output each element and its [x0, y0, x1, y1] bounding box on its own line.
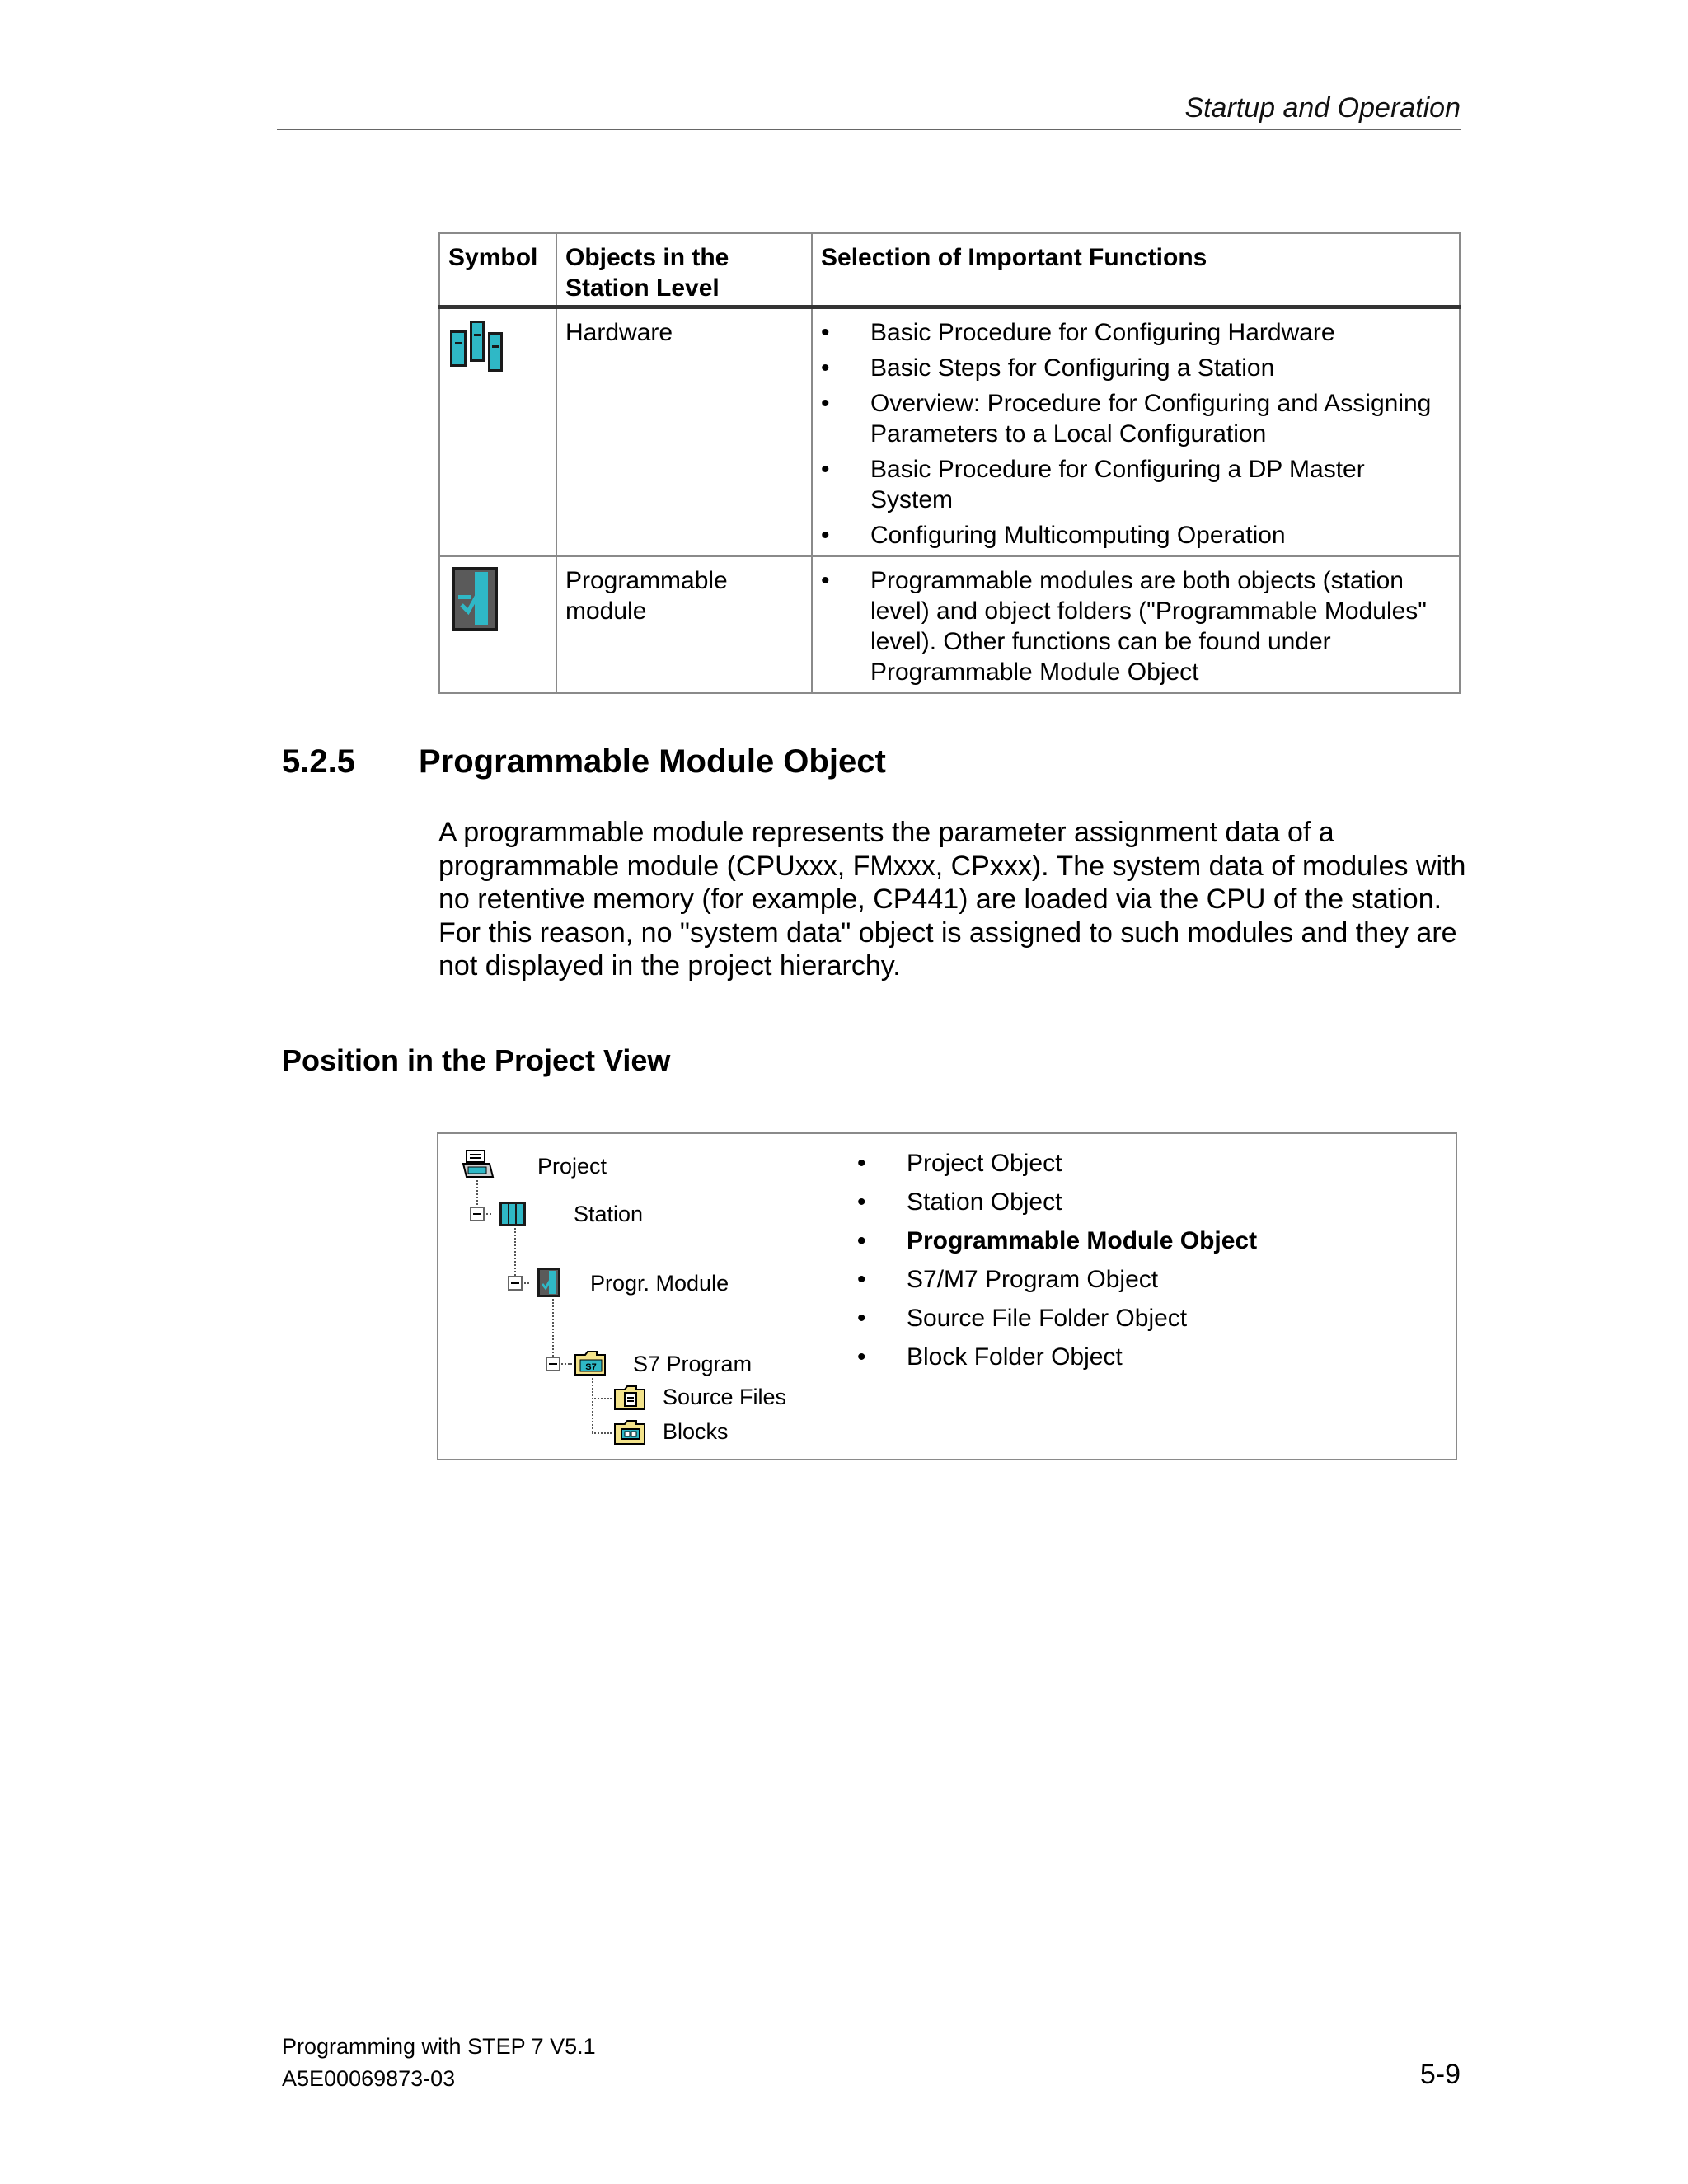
section-number: 5.2.5	[282, 743, 355, 780]
footer-document-id: A5E00069873-03	[282, 2066, 456, 2091]
tree-connector	[552, 1296, 554, 1360]
blocks-folder-icon[interactable]	[613, 1419, 646, 1446]
source-files-folder-icon[interactable]	[613, 1385, 646, 1411]
tree-connector	[592, 1398, 612, 1399]
list-item[interactable]: • S7/M7 Program Object	[857, 1260, 1257, 1299]
page-number: 5-9	[1419, 2059, 1461, 2090]
project-icon[interactable]	[462, 1149, 495, 1180]
related-objects-list	[857, 1144, 1257, 1376]
tree-item-s7-program[interactable]: S7 Program	[633, 1352, 753, 1376]
hardware-icon	[448, 317, 508, 375]
project-view-box	[437, 1132, 1457, 1460]
list-item[interactable]: • Station Object	[857, 1183, 1257, 1221]
object-name-programmable-module: Programmable module	[556, 556, 812, 693]
tree-item-project[interactable]: Project	[537, 1154, 607, 1179]
tree-connector	[592, 1432, 612, 1434]
function-item[interactable]: • Configuring Multicomputing Operation	[821, 520, 1451, 551]
section-paragraph: A programmable module represents the parameter assignment data of a programmable module (CPUxxx, FMxxx, CPxxx). The system data of modules with no retentive memory (for example, CP441) are loaded via the CPU of the station. For this reason, no "system data" object is assigned to such modules and they are not displayed in the project hierarchy.	[438, 817, 1466, 982]
table-row	[439, 307, 1460, 557]
column-header-functions: Selection of Important Functions	[812, 233, 1460, 307]
s7-badge: S7	[585, 1362, 597, 1372]
header-rule	[277, 129, 1461, 130]
programmable-module-icon[interactable]	[536, 1266, 562, 1299]
tree-connector	[592, 1375, 593, 1432]
symbol-cell	[439, 307, 556, 557]
s7-program-folder-icon[interactable]	[574, 1350, 607, 1376]
station-icon[interactable]	[498, 1200, 528, 1228]
running-header: Startup and Operation	[1184, 92, 1461, 124]
column-header-symbol: Symbol	[439, 233, 556, 307]
subsection-title: Position in the Project View	[282, 1043, 671, 1077]
tree-item-station[interactable]: Station	[574, 1202, 644, 1226]
function-item[interactable]: • Basic Procedure for Configuring Hardware	[821, 317, 1451, 348]
project-tree	[438, 1134, 859, 1459]
collapse-icon[interactable]	[508, 1276, 523, 1291]
collapse-icon[interactable]	[546, 1357, 560, 1371]
table-header-row	[439, 233, 1460, 307]
footer-manual-title: Programming with STEP 7 V5.1	[282, 2034, 596, 2059]
tree-connector	[514, 1225, 516, 1279]
column-header-objects: Objects in the Station Level	[556, 233, 812, 307]
functions-table	[438, 232, 1461, 694]
section-title: Programmable Module Object	[419, 743, 886, 780]
functions-cell	[812, 556, 1460, 693]
programmable-module-icon	[448, 565, 501, 633]
list-item[interactable]: • Block Folder Object	[857, 1338, 1257, 1376]
object-name-hardware: Hardware	[556, 307, 812, 557]
tree-item-progr-module[interactable]: Progr. Module	[590, 1271, 729, 1296]
list-item[interactable]: • Source File Folder Object	[857, 1299, 1257, 1338]
symbol-cell	[439, 556, 556, 693]
function-item[interactable]: • Basic Steps for Configuring a Station	[821, 353, 1451, 383]
collapse-icon[interactable]	[470, 1207, 485, 1221]
list-item-current: • Programmable Module Object	[857, 1221, 1257, 1260]
function-item[interactable]: • Basic Procedure for Configuring a DP Master System	[821, 454, 1451, 515]
tree-item-blocks[interactable]: Blocks	[663, 1419, 729, 1444]
function-item[interactable]: • Overview: Procedure for Configuring and Assigning Parameters to a Local Configuration	[821, 388, 1451, 449]
tree-item-source-files[interactable]: Source Files	[663, 1385, 787, 1409]
list-item[interactable]: • Project Object	[857, 1144, 1257, 1183]
functions-cell	[812, 307, 1460, 557]
table-row	[439, 556, 1460, 693]
function-item[interactable]: • Programmable modules are both objects (station level) and object folders ("Programmable Modules" level). Other functions can be found under Programmable Module Object	[821, 565, 1451, 687]
